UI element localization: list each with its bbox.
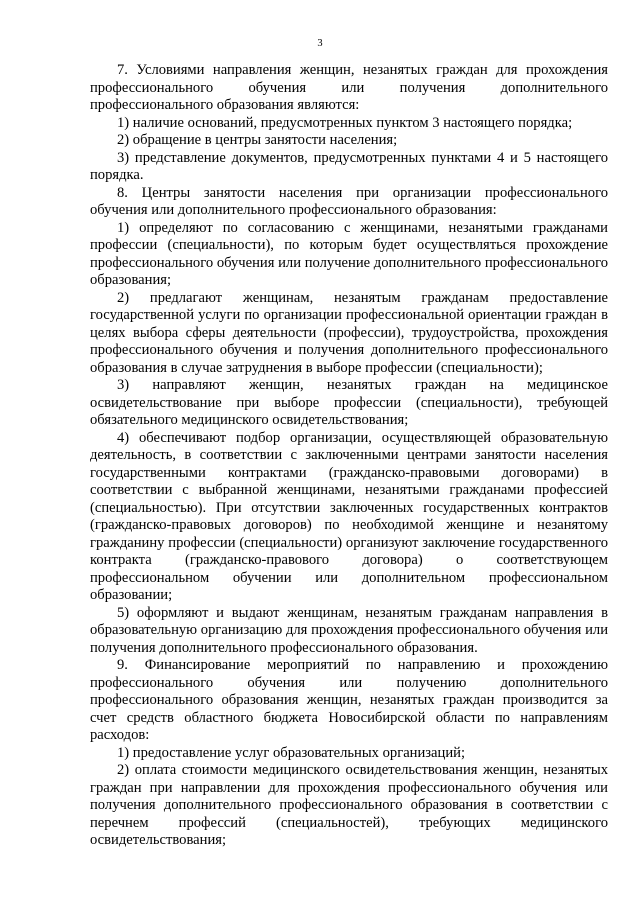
paragraph-7-item-2: 2) обращение в центры занятости населения; [117,132,398,148]
paragraph-7-item-3: 3) представление документов, предусмотренных пунктами 4 и 5 настоящего порядка. [90,149,608,183]
paragraph-8-item-4: 4) обеспечивают подбор организации, осуществляющей образовательную деятельность, в соответствии с заключенными центрами занятости населения государственными контрактами (гражданско-правовыми договорами) в соответствии с выбранной женщинами, незанятыми гражданами профессией (специальностью). При отсутствии заключенных государственных контрактов (гражданско-правовых договоров) по необходимой женщине и незанятому гражданину профессии (специальности) организуют заключение государственного контракта (гражданско-правового договора) о соответствующем профессиональном обучении или дополнительном профессиональном образовании; [90,429,608,603]
paragraph-9-item-2: 2) оплата стоимости медицинского освидетельствования женщин, незанятых граждан при направлении для прохождения профессионального обучения или получения дополнительного профессионального образования в соответствии с перечнем профессий (специальностей), требующих медицинского освидетельствования; [90,762,608,848]
paragraph-9-item-1: 1) предоставление услуг образовательных организаций; [117,744,466,761]
document-body [90,62,608,850]
paragraph-8-item-5: 5) оформляют и выдают женщинам, незанятым гражданам направления в образовательную организацию для прохождения профессионального обучения или получения дополнительного профессионального образования. [90,604,608,656]
paragraph-8: 8. Центры занятости населения при организации профессионального обучения или дополнительного профессионального образования: [90,184,608,218]
page-number: 3 [317,38,323,49]
paragraph-8-item-1: 1) определяют по согласованию с женщинами, незанятыми гражданами профессии (специальности), по которым будет осуществляться прохождение профессионального обучения или получение дополнительного профессионального образования; [90,219,608,288]
paragraph-7: 7. Условиями направления женщин, незанятых граждан для прохождения профессионального обучения или получения дополнительного профессионального образования являются: [90,62,608,113]
paragraph-8-item-3: 3) направляют женщин, незанятых граждан на медицинское освидетельствование при выборе профессии (специальности), требующей обязательного медицинского освидетельствования; [90,377,608,428]
paragraph-9: 9. Финансирование мероприятий по направлению и прохождению профессионального обучения или получению дополнительного профессионального образования женщин, незанятых граждан производится за счет средств областного бюджета Новосибирской области по направлениям расходов: [90,657,608,743]
paragraph-8-item-2: 2) предлагают женщинам, незанятым гражданам предоставление государственной услуги по организации профессиональной ориентации граждан в целях выбора сферы деятельности (профессии), трудоустройства, прохождения профессионального обучения и получения дополнительного профессионального образования в случае затруднения в выборе профессии (специальности); [90,289,608,376]
paragraph-7-item-1: 1) наличие оснований, предусмотренных пунктом 3 настоящего порядка; [117,114,573,131]
